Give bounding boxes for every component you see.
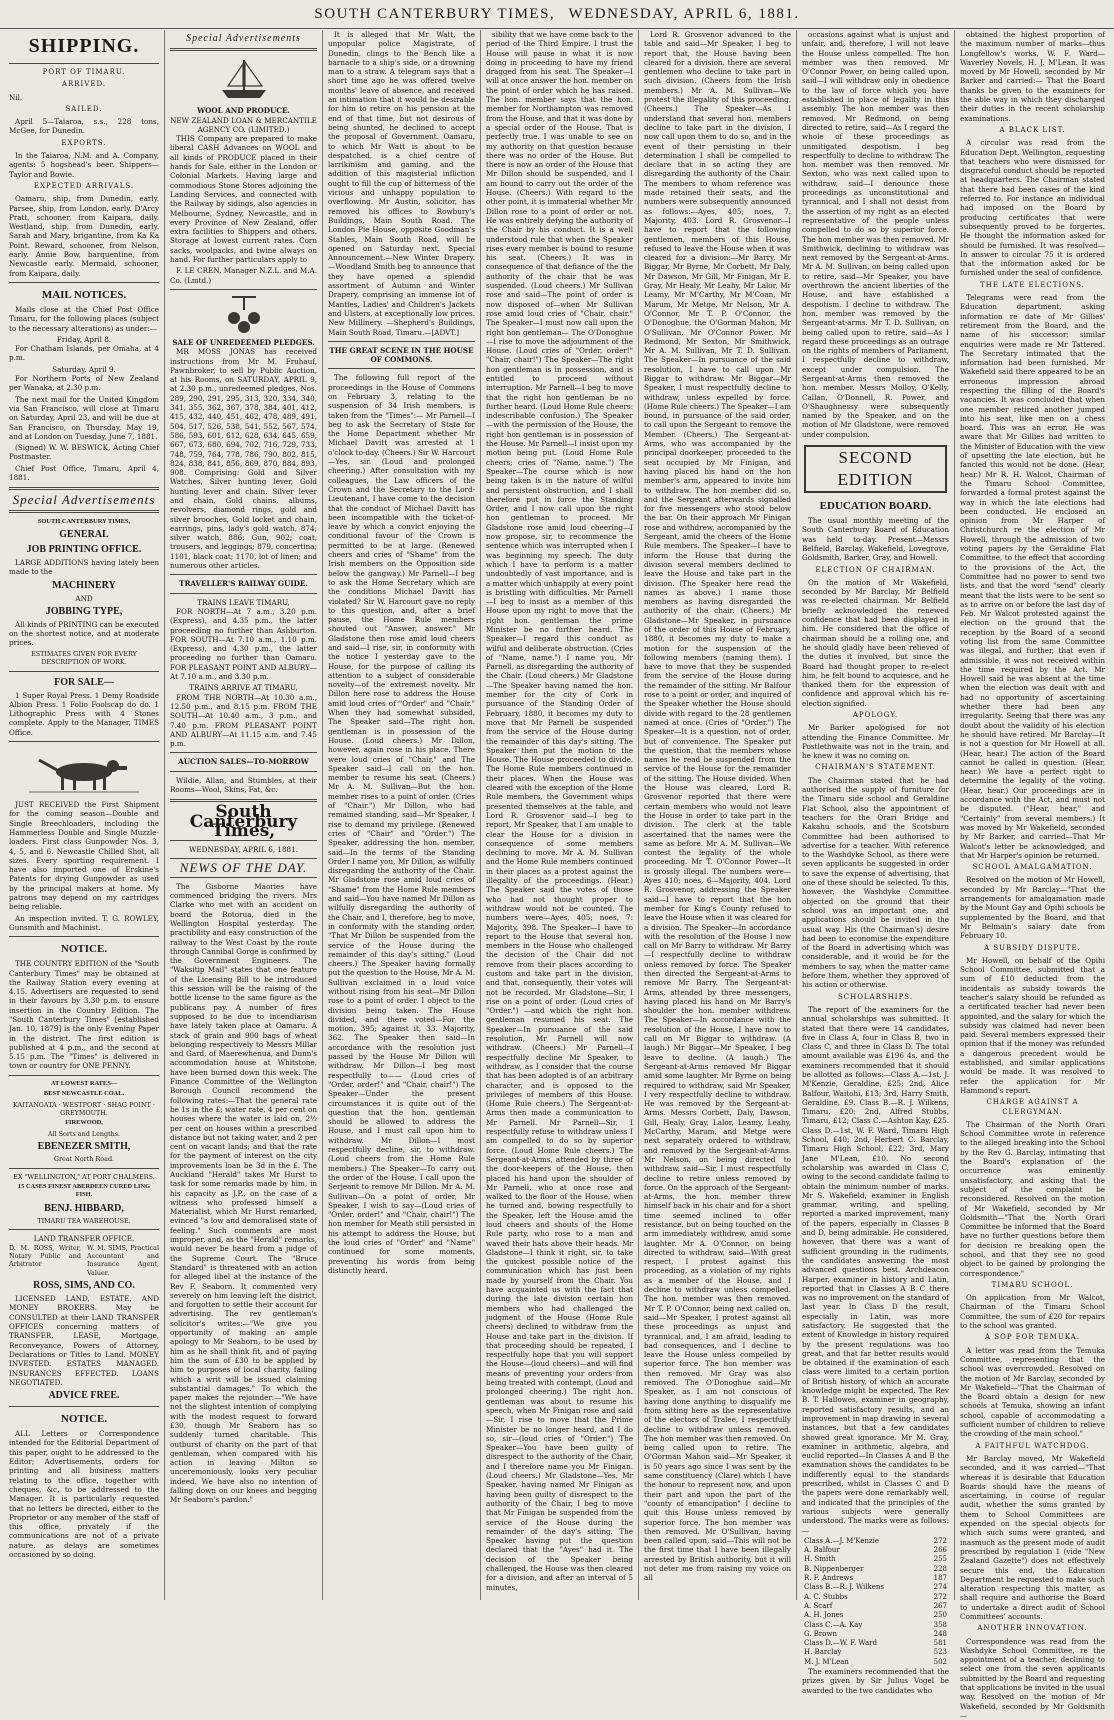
- shipping-heading: SHIPPING.: [28, 35, 140, 57]
- timaru-school-text: On application from Mr Walcot, Chairman of the Timaru School Committee, the sum of £20 for repairs to the school was granted.: [960, 1293, 1105, 1331]
- arrived-label: ARRIVED.: [61, 80, 107, 89]
- land-advice: ADVICE FREE.: [48, 1390, 120, 1402]
- scholarships-heading: SCHOLARSHIPS.: [837, 992, 914, 1001]
- auction-text: Wildie, Allan, and Stumbles, at their Rooms—Wool, Skins, Fat, &c.: [170, 775, 317, 794]
- wool-signature: F. LE CREN, Manager N.Z.L. and M.A. Co. (Lmtd.): [170, 266, 317, 285]
- divider: [9, 1168, 159, 1169]
- marks-row: [802, 1555, 949, 1564]
- divider: [170, 858, 317, 859]
- divider: [170, 593, 317, 594]
- great-scene-text: The following full report of the proceedings in the House of Commons on February 3, relating to the suspension of 34 Irish members, is taken from the "Times":— Mr Parnell—I beg to ask the Secretary of State for the Home Department whether Mr Michael Davitt was arrested at 1 o'clock to-day. (Cheers.) Sir W. Harcourt—Yes, sir. (Loud and prolonged cheering.) After consultation with my colleagues, the Law officers of the Crown and the Secretary to the Lord-Lieutenant, I have come to the decision that the conduct of Michael Davitt has been incompatible with the ticket-of-leave by which a convict enjoying the conditional favour of the Crown is permitted to be at large. (Renewed cheers and cries of "Shame" from the Irish members on the Opposition side below the gangway.) Mr Parnell—I beg to ask the Home Secretary which are the conditions Michael Davitt has violated? Sir W. Harcourt gave no reply to this question, and, after a brief pause, the Home Rule members shouted out "Answer, answer." Mr Gladstone then rose amid loud cheers and said—I rise, sir, in conformity with the notice I yesterday gave to the House, for the purpose of calling its attention to a subject of considerable novelty—of the extremest novelty. Mr Dillon here rose to address the House amid loud cries of "Order" and "Chair." When they had somewhat subsided, The Speaker said—The right hon. gentleman is in possession of the House. (Loud cheers.) Mr Dillon, however, again rose in his place. There were loud cries of "Chair," and The Speaker said—I call on the hon. member to resume his seat. (Cheers.) Mr A. M. Sullivan—But the hon. member rises to a point of order. (Cries of "Chair.") Mr Dillon, who had remained standing, said—Mr Speaker, I rise to demand my privilege. (Renewed cries of "Chair" and "Order.") The Speaker, addressing the hon. member, said—In the terms of the Standing Order I name you, Mr Dillon, as wilfully disregarding the authority of the Chair. Mr Gladstone rose amid loud cries of "Shame" from the Home Rule members and said—You have named Mr Dillon as wilfully disregarding the authority of the Chair, and I, therefore, beg to move, in conformity with the standing order, "That Mr Dillon be suspended from the service of the House during the remainder of this day's sitting." (Loud cheers.) The Speaker having formally put the question to the House, Mr A. M. Sullivan exclaimed in a loud voice without rising from his seat—Mr Dillon rose to a point of order. I object to the division being taken. The House divided, and there voted—For the motion, 395; against it, 33. Majority, 362. The Speaker then said—In accordance with the resolution just passed by the House Mr Dillon will withdraw. Mr Dillon—I beg most respectfully to—— (Loud cries of "Order, order!" and "Chair, chair!") The Speaker—Under the present circumstances it is quite out of the question that the hon. gentleman should be allowed to address the House, and I must call upon him to withdraw. Mr Dillon—I most respectfully decline, sir, to withdraw. (Loud cheers from the Home Rule members.) The Speaker—To carry out the order of the House, I call upon the Serjeant to remove Mr Dillon. Mr A. M. Sullivan—On a point of order, Mr Speaker, I wish to say—(Loud cries of "Order, order!" and "Chair, chair!") The hon member for Meath still persisted in his attempt to address the House, but the loud cries of "Order" and "Name" continued for some moments, preventing his words from being distinctly heard.: [328, 373, 475, 1275]
- railway-arrive-text: FROM THE NORTH—At 10.30 a.m., 12.50 p.m., and 8.15 p.m. FROM THE SOUTH—At 10.40 a.m., 3 p.m., and 7.40 p.m. FROM PLEASANT POINT AND ALBURY—At 11.15 a.m. and 7.45 p.m.: [170, 692, 317, 749]
- divider: [328, 341, 475, 342]
- marks-candidate: Class D.—W. F. Ward: [804, 1639, 877, 1648]
- marks-candidate: G. Brown: [804, 1629, 837, 1638]
- marks-row: [802, 1546, 949, 1555]
- mail-text: Mails close at the Chief Post Office Timaru, for the following places (subject to the necessary alterations) as under:—: [9, 304, 159, 333]
- marks-score: 255: [933, 1555, 947, 1564]
- divider: [9, 936, 159, 937]
- clergyman-heading: CHARGE AGAINST A CLERGYMAN.: [986, 1098, 1079, 1116]
- forsale-heading: FOR SALE—: [54, 676, 114, 688]
- col3-intro-text: It is alleged that Mr Watt, the unpopular police Magistrate, of Dunedin, clings to the Bench like a barnacle to a ship's side, or a drowning man to a straw. A telegram says that a short time ago he was offered twelve months' leave of absence, and received an intimation that it would be desirable for him to retire on his pension at the end of that time, but not desirous of being shunted, he declined to accept the proposal of Government. Oamaru, to which Mr Watt is about to be despatched, is a chief centre of larrikinism and gaming, and the addition of this magisterial infliction ought to fill the cup of bitterness of the vicious and unhappy population to overflowing. Mr Austin, solicitor, has removed his offices to Rowbury's Buildings, Main South Road. The London Pie House, opposite Goodman's Stables, Main South Road, will be opened on Saturday next. Special Announcement.—New Winter Drapery.—Woodland Smith beg to announce that they have opened a splendid assortment of Autumn and Winter Drapery, comprising an immense lot of Mantles, Ladies' and Children's Jackets and Ulsters, at exceptionally low prices. New Millinery. —Shepherd's Buildings, Main South Road, Timaru.—[ADVT.]: [328, 30, 475, 337]
- marks-score: 523: [933, 1648, 947, 1657]
- sailing-ship-icon: [214, 56, 274, 102]
- auction-heading: AUCTION SALES—TO-MORROW: [178, 757, 309, 767]
- subsidy-heading: A SUBSIDY DISPUTE.: [984, 943, 1081, 952]
- office-jobbing: JOBBING TYPE,: [45, 605, 123, 617]
- marks-row: [802, 1565, 949, 1574]
- land-partner-left: D. M. ROSS, Writer, Notary Public and Arbitrator: [9, 1243, 81, 1269]
- col6-text: occasions against what is unjust and unfair, and, therefore, I will not leave the House unless compelled. The hon member was then removed. Mr O'Connor Power, on being called upon, said—I will withdraw only in obedience to the law of force which you have established in place of legality in this assembly. The hon member was then removed. Mr Redmond, on being directed to retire, said—As I regard the whole of these proceedings as unmitigated despotism, I beg respectfully to decline to withdraw. The hon. member was then removed. Mr Sexton, who was next called upon to withdraw, said—I denounce these proceedings as unconstitutional and tyrannical, and I shall not desist from the assertion of my right as an elected representative of the people unless compelled to do so by superior force. The hon member was then removed. Mr Smithwick, declining to withdraw was next removed by the Sergeant-at-Arms. Mr A. M. Sullivan, on being called upon to retire, said—Mr Speaker, you have overthrown the ancient liberties of the House, and have established a despotism. I decline to withdraw. The hon. member was removed by the Sergeant-at-arms. Mr T. D. Sullivan, on being called upon to retire, said—As I regard these proceedings as an outrage on the rights of members of Parliament, I respectfully decline to withdraw, except under compulsion. The Sergeant-at-Arms then removed the hon. member. Messrs Molloy, O'Kelly, Callan, O'Donnell, R. Power, and O'Shaughnessy were subsequently named by the Speaker, and on the motion of Mr Gladstone, were removed under compulsion.: [802, 30, 949, 439]
- marks-candidate: A. H. Jones: [804, 1611, 844, 1620]
- marks-candidate: B. Nippenberger: [804, 1564, 864, 1573]
- divider: [9, 1406, 159, 1407]
- marks-row: [802, 1621, 949, 1630]
- late-elections-text: Telegrams were read from the Education department, asking information re date of Mr Gillies' retirement from the Board, and the name of his successor; similar enquiries were made re Mr Tattered. The Secretary intimated that the information had been furnished. Mr Wakefield said there appeared to be an erroneous impression abroad respecting the filling of the Board's vacancies. It was concluded that when one member retired another jumped into his seat, like men on a chess board. This was an error. He was aware that Mr Gillies had written to the Minister of Education with the view of upsetting the late election, but he fancied this would not be done. (Hear, hear.) Mr R. H. Walcot, Chairman of the Timaru School Committee, forwarded a formal protest against the way in which the late elections had been conducted. He enclosed an opinion from Mr Harper of Christchurch re the election of Mr Howell, through the admission of two voting papers by the Geraldine Flat Committee, to the effect that according to the provisions of the Act, the Committee had no power to send two lists, and that the word "send" clearly meant that the lists were to be sent so as to arrive on or before the last day of Feb. Mr Walcot protested against the election on the ground that the reception by the Board of a second voting list from the same Committee was illegal, and further, that even if admissible, it was not received within the time required by the Act. Mr Howell said he was absent at the time when the election was dealt with and had no opportunity of ascertaining whether there had been any irregularity. Seeing that there was any doubt about the validity of his election he should have retired. Mr Barclay—It is not a question for Mr Howell at all. (Hear, hear.) The action of the Board cannot be called in question. (Hear, hear.) We have a perfect right to determine the legality of the voting. (Hear, hear.) Our proceedings are in accordance with the Act, and must not be disputed. ("Hear, hear," and "Certainly" from several members.) It was moved by Mr Wakefield, seconded by Mr Barker, and carried—That Mr Walcot's letter be acknowledged, and that Mr Harper's opinion be returned.: [960, 293, 1105, 860]
- divider: [9, 1075, 159, 1076]
- innovation-heading: ANOTHER INNOVATION.: [977, 1624, 1088, 1633]
- exports-label: EXPORTS.: [61, 138, 107, 147]
- marks-score: 272: [933, 1536, 947, 1545]
- election-heading: ELECTION OF CHAIRMAN.: [815, 565, 936, 574]
- marks-candidate: Class B.—R. J. Wilkens: [804, 1583, 885, 1592]
- divider: [170, 574, 317, 575]
- fish-heading: EX "WELLINGTON," AT PORT CHALMERS.: [13, 1172, 155, 1181]
- marks-score: 272: [933, 1592, 947, 1601]
- black-list-heading: A BLACK LIST.: [999, 125, 1066, 134]
- news-text: The Gisborne Maories have commenced bridging the rivers. Mrs Clarke who met with an accident on board the Rotorua, died in the Wellington Hospital yesterday. The practibility and easy construction of the railway to the West Coast by the route through Cannibal Gorge is confirmed by the Government Engineers. The "Waksitip Mail" states that one feature of the Licensing Bill to be introduced this session will be the raising of the bottle license to the same figure as the publicans pay. A number of fires supposed to be due to incendiarism have lately taken place at Oamaru. A stack of grain and 900 bags of wheat belonging respectively to Messrs Millar and Gard, of Maerewhenua, and Dunn's accommodation house at Whitstone, have been burned down this week. The Finance Committee of the Wellington Borough Council recommend the following rates:—That the general rate be 1s in the £; water rate, 4 per cent on houses where the water is laid on, 2½ per cent on houses within a prescribed distance but not taking water, and 2 per cent on vacant lands; and that the rate for the payment of interest on the city improvements loan be 3d in the £. The Auckland "Herald" takes Mr Hurst to task for some remarks made by him, in his capacity as J.P., on the case of a witness who professed himself a Materialist, which Mr Hurst remarked, evinced "a low and demoralised state of feeling." Such comments are most improper, and, as the "Herald" remarks, would never be heard from a judge of the Supreme Court. The "Bruce Standard" is threatened with an action for alleged libel at the instance of the Rev F. Seaborn. It commented very severely on him leaving left the district, and forgotten to settle their account for advertising. The rev gentleman's solicitor's writes:—"We give you opportunity of making an ample apology to Mr Seaborn, to be used by him as he shall think fit, and of paying him the sum of £30 to be applied by him to purposes of local charity, failing which a writ will be issued claiming substantial damages." To which the paper makes the rejoinder:—"We have not the slightest intention of complying with the modest request to forward £30, though Mr Seaborn has so suddenly turned charitable. This outburst of charity on the part of that gentleman, when compared with his action in leaving Milton so unceremoniously, looks very peculiar indeed. We have also no intention of falling down on our knees and begging Mr Seaborn's pardon.": [170, 881, 317, 1505]
- arrived-text: Nil.: [9, 92, 23, 102]
- marks-candidate: M. J. M'Lean: [804, 1657, 849, 1666]
- column-7: [954, 30, 1110, 1720]
- railway-leave-text: FOR NORTH—At 7 a.m., 3.20 p.m. (Express), and 4.35 p.m., the latter proceeding no further than Ashburton. FOR SOUTH—At 7.10 a.m., 1.10 p.m. (Express), and 4.30 p.m., the latter proceeding no further than Oamaru. FOR PLEASANT POINT AND ALBURY—At 7.10 a.m., and 3.30 p.m.: [170, 606, 317, 682]
- timaru-school-heading: TIMARU SCHOOL.: [991, 1280, 1074, 1289]
- column-2: [164, 30, 322, 1600]
- divider: [9, 741, 159, 742]
- marks-score: 358: [933, 1620, 947, 1629]
- office-title-3: JOB PRINTING OFFICE.: [26, 543, 142, 555]
- sailed-text: April 5—Taiaroa, s.s., 228 tons, McGee, for Dunedin.: [9, 117, 159, 136]
- marks-row: [802, 1658, 949, 1667]
- coal-merchant-name: EBENEZER SMITH,: [37, 1141, 131, 1153]
- divider: [9, 1229, 159, 1230]
- ship-illustration: [170, 56, 317, 102]
- office-machinery: MACHINERY: [52, 579, 116, 591]
- mail-text-chatham: For Chatham Islands, per Omaha, at 4 p.m.: [9, 344, 159, 363]
- divider: [170, 289, 317, 290]
- notice2-text: ALL Letters or Correspondence intended for the Editorial Department of this paper, ought to be addressed to the Editor; Advertisements, orders for printing and all business matters relating to the office, together with cheques, &c, to be addressed to the Manager. It is particularly requested that no letters be directed, either to the Proprietor or any member of the staff of this office, privately if the communications are not of a private nature, as delays are sometimes occasioned by so doing.: [9, 1429, 159, 1559]
- paper-nameplate: South Canterbury Times,: [189, 802, 298, 841]
- notice-heading: NOTICE.: [60, 943, 108, 956]
- pledge-heading: SALE OF UNREDEEMED PLEDGES.: [172, 337, 315, 347]
- mail-text-uk: The next mail for the United Kingdom via San Francisco, will close at Timaru on Saturday, April 23, and will be due at San Francisco, on Thursday, May 19, and at London on Tuesday, June 7, 1881.: [9, 394, 159, 441]
- dog-illustration: [9, 746, 159, 796]
- black-list-text: A circular was read from the Education Dept, Wellington, requesting that teachers who were dismissed for disgraceful conduct should be reported at headquarters. The Chairman stated that there had been cases of the kind referred to. For instance an individual had imposed on the Board by producing certificates that were subsequently proved to be forgeries. He thought the information asked for should be furnished. It was resolved—In answer to circular 75 it is ordered that the information asked for be furnished under the seal of confidence.: [960, 138, 1105, 278]
- railway-arrive-heading: TRAINS ARRIVE AT TIMARU,: [189, 683, 298, 693]
- divider: [170, 877, 317, 878]
- scholarships-text: The report of the examiners for the annual scholarships was submitted. It stated that there were 14 candidates, five in Class A, four in Class B, two in Class C, and three in Class D. The total amount available was £196 4s, and the examiners recommended that it should be allotted as follows:—Class A.—1st, J. M'Kenzie, Geraldine, £25; 2nd, Alice Balfour, Waitohi, £13; 3rd, Harry Smith, Geraldine, £9. Class B.—R. J. Wilkens, Timaru, £20; 2nd, Alfred Stubbs, Timaru, £12; Class C.—Ashton Kay, £25. Class D.—1st, W. F. Ward, Timaru High School, £40; 2nd, Herbert C. Barclay, Timaru High School, £22; 3rd, Mary Jane M'Lean, £10. No second scholarship was awarded in Class C, owing to the second candidate failing to obtain the minimum number of marks. Mr S. Wakefield, examiner in English grammar, writing, and spelling, reported a marked improvement, many of the papers, especially in Classes B and D, being admirable. He considered, however, that there was a want of sufficient grounding in the rudiments, the candidates answering the most advanced questions best. Archdeacon Harper, examiner in history and Latin, reported that in Classes A B C there was no improvement on the standard of last year. In Class D the result, especially in Latin, was more satisfactory. He suggested that the extent of Knowledge in history required by the present regulations was too great, and that far better results would be obtained if the examination of each class were limited to a certain portion of British history, of which an accurate knowledge might be expected. The Rev B. T. Hallowes, examiner in geography, reported satisfactory results, and an improvement in map drawing in several instances, but that a few candidates showed great ignorance. Mr M. Gray, examiner in arithmetic, algebra, and euclid reported—In Classes A and B the examination shows the candidates to be indifferently equal to the standards prescribed, whilst in Classes C and D the papers were done remarkably well, and indicated that the principles of the various subjects were generally understood. The marks were as follows:—: [802, 1004, 949, 1535]
- fish-address: TIMARU TEA WAREHOUSE.: [37, 1216, 131, 1225]
- fish-text: 15 CASES FINEST ABERDEEN CURED LING FISH.: [17, 1183, 151, 1199]
- marks-row: [802, 1648, 949, 1657]
- land-text: LICENSED LAND, ESTATE, AND MONEY BROKERS. May be CONSULTED at their LAND TRANSFER OFFICES concerning matters of TRANSFER, LEASE, Mortgage, Reconveyance, Powers of Attorney, Declarations or Titles to Land. MONEY INVESTED. ESTATES MANAGED. INSURANCES EFFECTED. LOANS NEGOTIATED.: [9, 1294, 159, 1387]
- divider: [9, 671, 159, 672]
- education-board-text: The usual monthly meeting of the South Canterbury Board of Education was held to-day. Present—Messrs Belfield, Barclay, Wakefield, Lovegrove, Goldsmith, Barker, Gray, and Howell.: [802, 516, 949, 563]
- news-heading: NEWS OF THE DAY.: [179, 860, 308, 876]
- second-edition-heading: SECOND EDITION: [804, 445, 947, 493]
- masthead: [0, 0, 1114, 29]
- port-heading: PORT OF TIMARU.: [42, 68, 126, 76]
- col4-text: sibility that we have come back to the period of the Third Empire. I trust the House will pause in what it is now doing in proceeding to have my friend dragged from his seat. The Speaker—I will at once answer the hon. member on the point of order which he has raised. The hon. member says that the hon. member for Northampton was removed from the House, and that it was done by a special order of the House. That is perfectly true. I was unable to see on my authority on that question because there was no order of the House. But there is now an order of the House that Mr Dillon should be suspended, and I am bound to carry out the order of the House. (Cheers.) With regard to the other point, it is immaterial whether Mr Dillon rose to a point of order or not. He was entirely defying the authority of the Chair by his conduct. It is a well understood rule that when the Speaker rises every member is bound to resume his seat. (Cheers.) It was in consequence of that defiance of the the authority of the chair that he was suspended. (Loud cheers.) Mr Sullivan rose and said—The point of order is now disposed of—when Mr Sullivan rose amid loud cries of "Chair, chair." The Speaker—I must now call upon the right hon gentleman— The O'Donoghue—I rise to move the adjournment of the House. (Loud cries of "Order, order!" "Chair, chair!") The Speaker—The right hon gentleman is in possession, and is entitled to proceed without interruption. Mr Parnell—I beg to move that the right hon gentleman be no further heard. (Loud Home Rule cheers: indescribable confusion.) The Speaker—with the permission of the House, the right hon gentleman is in possession of the House. Mr Parnell—I insist upon my motion being put. (Loud Home Rule cheers; cries of "Name, name.") The Speaker—The course which is now being taken is in the nature of wilful and persistent obstruction, and I shall therefore put in force the Standing Order, and I now call upon the right hon gentleman to proceed. Mr Gladstone rose amid loud cheering—I now propose, sir, to recommence the sentence which was interrupted when I was beginning my speech. The duty which I have to perform is a matter undoubtedly of vast importance, and is a matter which unhappily at every point is bristling with difficulties. Mr Parnell—I beg to insist as a member of this House upon my right to move that the right hon. gentleman the prime Minister be no further heard. The Speaker—I regard this conduct as wilful and deliberate obstruction. (Cries of "Name, name.") I name you, Mr Parnell, as disregarding the authority of the Chair. (Loud cheers.) Mr Gladstone—The Speaker having named the hon. member for the city of Cork in pursuance of the Standing Order of February, 1880, it becomes my duty to move that Mr Parnell be suspended from the service of the House during the remainder of this day's sitting. The Speaker then put the motion to the House. The House proceeded to divide. The Home Rule members continued in their places. When the House was cleared with the exception of the Home Rule members, the Government whips presented themselves at the table, and Lord R. Grosvenor said—I beg to report, Mr Speaker, that I am unable to clear the House for a division in consequence of some members declining to move. Mr A. M. Sullivan and the Home Rule members continued in their places as a protest against the illegality of the proceedings. (Hear.) The Speaker said the votes of those who had not thought proper to withdraw would not be counted. The numbers were—Ayes, 405; noes, 7: Majority, 398. The Speaker—I have to report to the House that several hon. members in the House who challenged the decision of the Chair did not remove from their places according to custom and take part in the division, and that, consequently, their votes will not be recorded. Mr Gladstone—Sir, I rise on a point of order. (Loud cries of "Order.") —and which the right hon. gentleman resumed his seat. The Speaker—In pursuance of the said resolution, Mr Parnell will now withdraw. (Cheers.) Mr Parnell—I respectfully decline Mr Speaker, to withdraw, as I consider that the course that has been adopted is of an arbitrary character, and is opposed to the privileges of members of this House. (Home Rule cheers.) The Sergeant-at-Arms then made a communication to Mr Parnell. Mr Parnell—Sir, I respectfully refuse to withdraw unless I am compelled to do so by superior force. (Loud Home Rule cheers.) The Sergeant-at-Arms, attended by three of the door-keepers of the House, then placed his hand upon the shoulder of Mr Parnell, who at once rose and walked to the floor of the House, when he turned and, bowing respectfully to the Speaker, left the House amid the loud cheers and shouts of the Home Rule party, who rose to a man and waved their hats above their heads. Mr Gladstone—I think it right, sir, to take the quickest possible notice of the communication which has just been made by yourself from the Chair. You have acquainted us with the fact that during the late division certain hon members who had challenged the judgment of the House (Home Rule cheers) declined to withdraw from the House and take part in the division. If that proceeding should be repeated, I respectfully hope that you will support the House—(loud cheers)—and will find means of preventing your orders from being treated with contempt, (Loud and prolonged cheering.) The right hon. gentleman was about to resume his speech, when Mr Finigan rose and said—Sir, I rise to move that the Prime Minister be no longer heard, and I do so, sir—(loud cries of "Order.") The Speaker—You have been guilty of disrespect to the authority of the Chair, and I therefore name you Mr Finigan. (Loud cheers.) Mr Gladstone—Yes, Mr Speaker, having named Mr Finigan as having been guilty of disrespect to the authority of the Chair, I beg to move that Mr Finigan be suspended from the service of the House during the remainder of the day's sitting. The Speaker having put the question declared that the "Ayes" had it. The decision of the Speaker being challenged, the House was then cleared for a division, and after an interval of 5 minutes,: [486, 30, 633, 1592]
- wool-text: THIS Company are prepared to make liberal CASH Advances on WOOL and all kinds of PRODUCE placed in their hands for Sale, either in the London or Colonial Markets. Having large and commodious Stone Stores adjoining the Landing Services, and connected with the Railway by sidings, also agencies in Melbourne, Sydney, Newcastle, and in every Province of New Zealand, offer extra facilities to Shippers and others. Storage at lowest current rates. Corn sacks, woolpacks, and twine always on hand. For further particulars apply to: [170, 134, 317, 265]
- mail-date-2: Saturday, April 9.: [52, 364, 116, 374]
- columns: [4, 30, 1110, 1720]
- election-text: On the motion of Mr Wakefield, seconded by Mr Barclay, Mr Belfield was re-elected chairman. Mr Belfield briefly acknowledged the renewed confidence that had been displayed in him. He considered that the office of chairman should be a rolling one, and he should gladly have been relieved of the duties it involved, but since the Board had thought proper to re-elect him, he felt bound to acquiesce, and he thanked them for the expression of confidence and approval which his re-election signified.: [802, 577, 949, 708]
- coal-firewood: FIREWOOD,: [65, 1119, 103, 1127]
- amalgamation-heading: SCHOOL AMALGAMATION.: [972, 863, 1093, 872]
- marks-score: 502: [933, 1657, 947, 1666]
- marks-candidate: A. Scarf: [804, 1601, 833, 1610]
- mail-signature-place: Chief Post Office, Timaru, April 4, 1881.: [9, 463, 159, 482]
- marks-score: 267: [933, 1601, 947, 1610]
- marks-score: 250: [933, 1611, 947, 1620]
- mail-heading: MAIL NOTICES.: [41, 288, 127, 301]
- column-5: [638, 30, 796, 1600]
- education-board-heading: EDUCATION BOARD.: [819, 500, 932, 513]
- marks-row: [802, 1574, 949, 1583]
- pledge-text: MR MOSS JONAS has received instructions from Mr M. Fruhauf, Pawnbroker, to sell by Public Auction, at his Rooms, on SATURDAY, APRIL 9, at 2.30 p.m., unredeemed pledges, Nos. 289, 290, 291, 295, 313, 320, 334, 340, 341, 355, 362, 367, 378, 384, 401, 412, 415, 432, 440, 451, 462, 478, 489, 491, 504, 517, 526, 538, 541, 552, 567, 574, 586, 593, 601, 612, 628, 634, 645, 659, 667, 673, 680, 694, 702, 716, 729, 733, 748, 759, 764, 778, 786, 790, 802, 815, 824, 838, 841, 856, 869, 870, 884, 893, 908. Comprising: Gold and Silver Watches, Silver hunting lever, Gold hunting lever and chain, Silver lever and chain, Gold chains, albums, revolvers, diamond rings, gold and silver brooches, Gold locket and chain, earrings, pins, lady's gold watch, 874; silver watch, 886; Gun, 902; coat, trousers, and leggings; 879, concertina; 1101, black coat; 1170, lot of linen; and numerous other articles.: [170, 347, 317, 571]
- paper-date: WEDNESDAY, APRIL 6, 1881.: [189, 845, 298, 855]
- land-partner-right: W. M. SIMS, Practical Accountant and Insurance Agent, Valuer.: [87, 1243, 159, 1277]
- column-6: [796, 30, 954, 1695]
- office-title-2: GENERAL: [59, 528, 109, 540]
- marks-row: [802, 1602, 949, 1611]
- after-marks-text: The examiners recommended that the prizes given by Sir Julius Vogel be awarded to the two candidates who: [802, 1666, 949, 1695]
- amalgamation-text: Resolved on the motion of Mr Howell, seconded by Mr Barclay—"That the arrangements for amalgamation made by the Mount Gay and Opihi schools be supplemented by the Board, and that Mr Belmain's salary date from February 10.: [960, 875, 1105, 941]
- marks-row: [802, 1593, 949, 1602]
- exports-text: In the Taiaroa, N.M. and A. Company, agents: 5 hogshead's beer. Shippers—Taylor and Bowie.: [9, 151, 159, 179]
- statement-heading: CHAIRMAN'S STATEMENT.: [815, 763, 936, 772]
- pointer-dog-icon: [29, 746, 139, 796]
- column-4: [480, 30, 638, 1600]
- marks-row: [802, 1583, 949, 1592]
- office-text: LARGE ADDITIONS having lately been made to the: [9, 557, 159, 577]
- marks-table: [802, 1537, 949, 1667]
- divider: [328, 368, 475, 369]
- marks-score: 248: [933, 1629, 947, 1638]
- office-text-2: All kinds of PRINTING can be executed on the shortest notice, and at moderate prices.: [9, 619, 159, 648]
- marks-score: 187: [933, 1574, 947, 1583]
- subsidy-text: Mr Howell, on behalf of the Opihi School Committee, submitted that a sum of £10 deducted from the incidentals as subsidy towards the teacher's salary should be refunded as a certificated teacher had never been appointed, and the salary for which the subsidy was claimed had never been paid. Several members expressed their opinion that if the money was refunded a dangerous precedent would be established, and similar applications would be made. It was resolved to refer the application for Mr Hammond's report.: [960, 955, 1105, 1095]
- expected-text: Oamaru, ship, from Dunedin, early. Parsee, ship, from London, early. D'Arcy Pratt, schooner, from Kaipara, daily. Westland, ship, from Dunedin, early. Sarah and Mary, brigantine, from Ka Ka Point. Reward, schooner, from Nelson, early. Annie Bow, barquentine, from Newcastle early. Mermaid, schooner, from Kaipara, daily.: [9, 194, 159, 278]
- marks-score: 581: [933, 1639, 947, 1648]
- watchdog-text: Mr Barclay moved, Mr Wakefield seconded, and it was carried—"That whereas it is desirable that Education Boards should have the means of ascertaining, in course of regular audit, whether the sums granted by them to School Committees are expended on the special objects for which such sums were granted, and inasmuch as the present mode of audit prescribed by regulation 1 (vide "New Zealand Gazette") does not effectively secure this end, the Education Department be requested to make such alteration respecting this matter, as shall require and authorise the Board to undertake a direct audit of School Committees' accounts.: [960, 1453, 1105, 1621]
- temuka-heading: A SOP FOR TEMUKA.: [985, 1333, 1080, 1342]
- divider: [170, 48, 317, 51]
- coal-lengths: All Sorts and Lengths.: [47, 1129, 121, 1138]
- column-3: [322, 30, 480, 1600]
- clergyman-text: The Chairman of the North Orari School Committee wrote in reference to the alleged breaking into the School by the Rev G. Barclay, intimating that the Board's explanation of the occurrence was eminently unsatisfactory, and asking that the subject of the complaint be reconsidered. Resolved on the motion of Mr Wakefield, seconded by Mr Goldsmith—"That the North Orari Committee be informed that the Board have no further questions before them for decision re breaking open the school, and that they see no good object to be gained by prolonging the correspondence.": [960, 1119, 1105, 1278]
- coal-heading: AT LOWEST RATES—: [50, 1079, 118, 1087]
- divider: [9, 510, 159, 513]
- marks-row: [802, 1630, 949, 1639]
- great-scene-heading: THE GREAT SCENE IN THE HOUSE OF COMMONS.: [329, 345, 474, 365]
- marks-candidate: H. Barclay: [804, 1648, 842, 1657]
- office-title: SOUTH CANTERBURY TIMES,: [37, 517, 131, 525]
- land-partners: [9, 1244, 159, 1278]
- column-1: [4, 30, 164, 1600]
- temuka-text: A letter was read from the Temuka Committee, representing that the school was overcrowded. Resolved on the motion of Mr Barclay, seconded by Mr Wakefield—"That the Chairman of the Board obtain a design for new schools at Temuka, showing an infant school, capable of accommodating a sufficient number of children to relieve the crowding of the main school.": [960, 1345, 1105, 1439]
- marks-candidate: A. C. Stubbs: [804, 1592, 848, 1601]
- innovation-text: Correspondence was read from the Washdyke School Committee, re the appointment of a teacher, declining to select one from the seven applicants submitted by the Board and requesting that applications be invited in the usual way. Resolved on the motion of Mr Wakefield, seconded by Mr Goldsmith—: [960, 1636, 1105, 1720]
- marks-row: [802, 1537, 949, 1546]
- coal-text: BEST NEWCASTLE COAL.: [43, 1090, 125, 1098]
- sailed-label: SAILED.: [65, 104, 103, 113]
- coal-places: KAITANGATA · WESTPORT · SHAG POINT · GREYMOUTH.: [13, 1100, 155, 1117]
- marks-score: 228: [933, 1564, 947, 1573]
- marks-candidate: Class C.—A. Kay: [804, 1620, 863, 1629]
- pawn-illustration: [170, 294, 317, 334]
- masthead-date: WEDNESDAY, APRIL 6, 1881.: [568, 6, 800, 22]
- marks-score: 266: [933, 1546, 947, 1555]
- divider: [9, 282, 159, 283]
- nz-loan-heading: NEW ZEALAND LOAN & MERCANTILE AGENCY CO. (LIMITED.): [170, 115, 317, 134]
- marks-candidate: Class A.—J. M'Kenzie: [804, 1536, 880, 1545]
- notice2-heading: NOTICE.: [60, 1413, 108, 1426]
- mail-date-1: Friday, April 8.: [56, 334, 112, 344]
- fish-merchant: BENJ. HIBBARD,: [44, 1202, 124, 1214]
- marks-candidate: A. Balfour: [804, 1546, 840, 1555]
- watchdog-heading: A FAITHFUL WATCHDOG.: [975, 1441, 1090, 1450]
- divider: [170, 752, 317, 753]
- late-elections-heading: THE LATE ELECTIONS.: [980, 280, 1085, 289]
- col5-text: Lord R. Grosvenor advanced to the table and said—Mr Speaker, I beg to report that, the House having been cleared for a division, there are several gentlemen who decline to take part in such division. (Cheers from the Irish members.) Mr A. M. Sullivan—We protest the illegality of this proceeding. (Cheers.) The Speaker—As I understand that several hon. members decline to take part in the division, I now call upon them to do so, and in the event of their persisting in their determination I shall be compelled to declare that in so acting they are disregarding the authority of the Chair. The members to whom reference was made retained their seats, and the numbers were subsequently announced as follows:—Ayes, 405; noes, 7. Majority, 403. Lord R. Grosvenor—I have to report that the following gentlemen, members of this House, refused to leave the House when it was cleared for a division:—Mr Barry, Mr Biggar, Mr Byrne, Mr Corbett, Mr Daly, Mr Dawson, Mr Gill, Mr Finigan, Mr E. Gray, Mr Healy, Mr Leahy, Mr Lalor, Mr Leamy, Mr M'Carthy, Mr M'Coan, Mr Marum, Mr Metge, Mr Nelson, Mr A. O'Connor, Mr T. P. O'Connor, the O'Donoghue, the O'Gorman Mahon, Mr O'Sullivan, Mr O'Connor Power, Mr Redmond, Mr Sexton, Mr Smithwick, Mr A. M. Sullivan, Mr T. D. Sullivan. The Speaker—In pursuance of the said resolution, I have to call upon Mr Biggar to withdraw. Mr Biggar—Mr Speaker, I must respectfully decline to withdraw, unless expelled by force. (Home Rule cheers.) The Speaker—I am bound, in pursuance of the said order, to call upon the Sergeant to remove the Member. (Cheers.) The Sergeant-at-Arms, who was accompanied by the principal doorkeeper, proceeded to the seat occupied by Mr Finigan, and having placed his hand on the hon member's arm, appeared to invite him to withdraw. The hon member did so, and the Sergeant afterwards signalled for five messengers who stood below the bar. On their approach Mr Finigan rose and withdrew, accompanied by the Sergeant, amid the cheers of the Home Rule members. The Speaker—I have to inform the House that during the division several members declined to leave the House and take part in the division. (The Speaker here read the names as above.) I name those members as having disregarded the authority of the chair. (Cheers.) Mr Gladstone—Mr Speaker, in pursuance of the order of this House of February, 1880, it becomes my duty to make a motion for the suspension of the following members (naming them). I have to move that they be suspended from the service of the House during the remainder of the sitting. Mr Balfour rose to a point or order, and inquired of the Speaker whether the House should divide with regard to the 28 gentlemen named at once. (Cries of "Order.") The Speaker—It is a question, not of order, but of convenience. The Speaker put the question, that the members whose names he read be suspended from the service of the House for the remainder of the sitting. The House divided. When the House was cleared, Lord R. Grosvenor reported that there were certain members who would not leave the House in order to take part in the division. The clerk at the table ascertained that the names were the same as before. Mr A. M. Sullivan—We contest the legality of the whole proceeding. Mr T. O'Connor Power—It is grossly illegal. The numbers were—Ayes 410; noes, 6—Majority, 404. Lord R. Grosvenor, addressing the Speaker said—I have to report that the hon member for King's County refused to leave the House when it was cleared for a division. The Speaker—In accordance with the resolution of the House I now call on Mr Barry to withdraw. Mr Barry—I respectfully decline to withdraw unless removed by force. The Speaker then directed the Sergeant-at-Arms to remove Mr Barry. The Sergeant-at-Arms, attended by three messengers, having placed his hand on Mr Barry's shoulder the hon. member withdrew. The Speaker—In accordance with the resolution of the House, I have now to call on Mr Biggar to withdraw. (A laugh.) Mr Biggar—Mr Speaker, I beg leave to decline. (A laugh.) The Sergeant-at-Arms removed Mr Biggar amid some laughter. Mr Byrne on being required to withdraw, said Mr Speaker, I very respectfully decline to withdraw. He was removed by the Sergeant-at-Arms. Messrs Corbett, Daly, Dawson, Gill, Healy, Gray, Lalor, Leamy, Leahy, McCarthy, Marum, and Metge were next separately ordered to withdraw, and removed by the Sergeant-at-Arms. Mr Nelson, on being directed to withdraw, said—Sir, I must respectfully decline to retire unless removed by force. On the approach of the Sergeant-at-Arms, the hon. member threw himself back in his chair and for a short time seemed inclined to offer resistance, but on being touched on the arm immediately withdrew, amid some laughter. Mr A. O'Connor, on being directed to withdraw, said—With great respect, I protest against this proceeding, as a violation of my rights as a member of the House, and I decline to withdraw unless compelled. The hon. member was then removed. Mr T. P. O'Connor, being next called on, said—Mr Speaker, I protest against all these proceedings as unjust and tyrannical, and, I am afraid, leading to bad consequences, and I decline to leave the House unless compelled by superior force. The hon member was then removed. Mr Gray was also removed. The O'Donoghue said—Mr Speaker, as I am not conscious of having done anything to disqualify me from sitting here as the representative of the electors of Tralee, I respectfully decline to withdraw unless removed. The hon member was then removed. On being called upon to retire, The O'Gorman Mahon said—Mr Speaker, it is 50 years ago since I was sent by the same constituency (Clare) which I have the honour to represent now, and upon their part and upon the part of the "county of emancipation" I decline to quit this House unless removed by superior force. The hon member was then removed. Mr O'Sullivan, having been called upon, said—This will not be the first time that I have been illegally arrested by British authority, but it will not deter me from raising my voice on all: [644, 30, 791, 1583]
- forsale-text: 1 Super Royal Press. 1 Demy Roadside Albion Press. 1 Folio Foolscap do do. 1 Lithographic Press with 4 Stones complete. Apply to the Manager, TIMES Office.: [9, 690, 159, 737]
- railway-heading: TRAVELLER'S RAILWAY GUIDE.: [179, 579, 308, 589]
- mail-text-north: For Northern Ports of New Zealand per Wanaka, at 2.30 p.m.: [9, 374, 159, 393]
- wool-heading: WOOL AND PRODUCE.: [197, 106, 290, 116]
- land-heading: LAND TRANSFER OFFICE.: [33, 1234, 135, 1244]
- marks-candidate: R. F. Andrews: [804, 1574, 854, 1583]
- coal-address: Great North Road.: [53, 1155, 115, 1164]
- office-estimates: ESTIMATES GIVEN FOR EVERY DESCRIPTION OF WORK.: [31, 649, 137, 667]
- apology-text: Mr Barker apologised for not attending the Finance Committee. Mr Postlethwaite was not in the train, and he knew it was no coming on.: [802, 723, 949, 761]
- pawnbroker-balls-icon: [224, 294, 264, 334]
- divider: [9, 63, 159, 64]
- masthead-paper-name: SOUTH CANTERBURY TIMES,: [314, 6, 556, 22]
- office-and: AND: [75, 593, 93, 603]
- col7-text: obtained the highest proportion of the maximum number of marks—thus Longfellow's works, W. F. Ward—Waverley Novels, H. J. M'Lean. It was moved by Mr Howell, seconded by Mr Barker and carried:— That the Board thanks be given to the examiners for the able way in which they discharged their duties in the recent scholarship examinations.: [960, 30, 1105, 123]
- land-firm-name: ROSS, SIMS, AND CO.: [33, 1280, 135, 1292]
- special-ads-heading: Special Advertisements: [12, 492, 156, 508]
- marks-row: [802, 1639, 949, 1648]
- special-ads-heading: Special Advertisements: [186, 33, 301, 44]
- expected-label: EXPECTED ARRIVALS.: [33, 181, 135, 190]
- marks-candidate: H. Smith: [804, 1555, 836, 1564]
- marks-row: [802, 1611, 949, 1620]
- mail-signature: (Signed) W. W. BESWICK, Acting Chief Postmaster.: [9, 443, 159, 462]
- notice-text: THE COUNTRY EDITION of the "South Canterbury Times" may be obtained at the Railway Station every evening at 4.15. Advertisers are requested to send in their favours by 3.30 p.m. to ensure insertion in the Country Edition. The "South Canterbury Times" [established Jan. 10, 1879] is the only Evening Paper in the district. The first edition is published at 4 p.m., and the second at 5.15 p.m. The "Times" is delivered in town or country for ONE PENNY.: [9, 959, 159, 1071]
- statement-text: The Chairman stated that he had authorised the supply of furniture for the Timaru side school and Geraldine Flat School, also the appointment of teachers for the Orari Bridge and Kakahu schools, and the Scotsburn Committee had been authorised to advertise for a teacher. With reference to the Washdyke School, as there were seven applicants he suggested in order to save the expense of advertising, that one of these should be selected. To this, however, the Washdyke Committee objected on the ground that their school was an important one, and applications should be invited in the usual way. His (the Chairman's) desire had been to economise the expenditure of the Board in advertising which was considerable, and it would be for the members to say, when the matter came before them, whether they approved of his action or otherwise.: [802, 775, 949, 990]
- gun-ad-signature: An inspection invited. T. G. ROWLEY, Gunsmith and Machinist.: [9, 913, 159, 932]
- apology-heading: APOLOGY.: [852, 711, 899, 719]
- divider: [170, 771, 317, 772]
- divider: [9, 487, 159, 490]
- gun-ad-text: JUST RECEIVED the First Shipment for the coming season—Double and Single Breechloaders, including the Hammerless Double and Single Muzzle-loaders. First class Gunpowder Nos. 3, 4, 5, and 6. Newcastle Chilled Shot, all sizes. Every sporting requirement. I have also imported one of Erskine's Patents for drying Gunpowder as used by the principal makers at home. My patrons may depend on my cartridges being reliable.: [9, 800, 159, 912]
- railway-leave-heading: TRAINS LEAVE TIMARU,: [197, 597, 290, 607]
- marks-score: 274: [933, 1583, 947, 1592]
